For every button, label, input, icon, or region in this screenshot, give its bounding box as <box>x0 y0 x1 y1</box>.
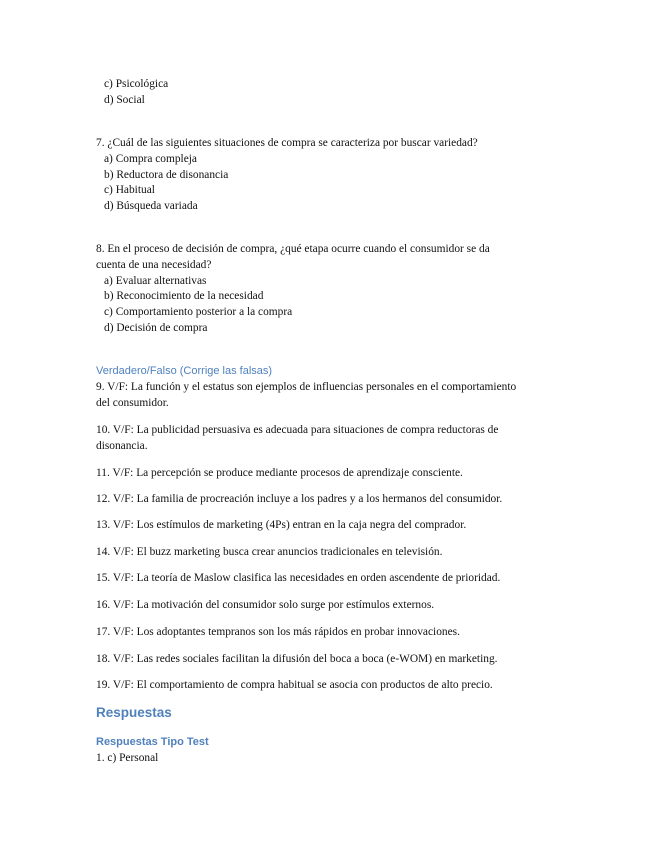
q7-option-a: a) Compra compleja <box>104 153 197 165</box>
q8-option-c: c) Comportamiento posterior a la compra <box>104 306 293 318</box>
answer-1: 1. c) Personal <box>96 752 159 764</box>
q7-option-c: c) Habitual <box>104 184 155 196</box>
q18: 18. V/F: Las redes sociales facilitan la difusión del boca a boca (e-WOM) en marketing. <box>96 653 498 665</box>
q7-option-d: d) Búsqueda variada <box>104 200 198 212</box>
q9-line2: del consumidor. <box>96 397 169 409</box>
q11: 11. V/F: La percepción se produce mediante procesos de aprendizaje consciente. <box>96 467 463 479</box>
q10-line1: 10. V/F: La publicidad persuasiva es adecuada para situaciones de compra reductoras de <box>96 424 499 436</box>
q8-option-b: b) Reconocimiento de la necesidad <box>104 290 264 302</box>
true-false-heading: Verdadero/Falso (Corrige las falsas) <box>96 365 273 377</box>
q8-question-line2: cuenta de una necesidad? <box>96 259 212 271</box>
answers-heading: Respuestas <box>96 705 172 720</box>
q13: 13. V/F: Los estímulos de marketing (4Ps) entran en la caja negra del comprador. <box>96 519 467 531</box>
q8-option-d: d) Decisión de compra <box>104 322 208 334</box>
q12: 12. V/F: La familia de procreación incluye a los padres y a los hermanos del consumidor. <box>96 493 503 505</box>
q14: 14. V/F: El buzz marketing busca crear anuncios tradicionales en televisión. <box>96 546 443 558</box>
q6-option-d: d) Social <box>104 94 145 106</box>
q19: 19. V/F: El comportamiento de compra habitual se asocia con productos de alto precio. <box>96 679 493 691</box>
q10-line2: disonancia. <box>96 440 148 452</box>
q16: 16. V/F: La motivación del consumidor solo surge por estímulos externos. <box>96 599 435 611</box>
q7-question: 7. ¿Cuál de las siguientes situaciones de compra se caracteriza por buscar variedad? <box>96 137 478 149</box>
q9-line1: 9. V/F: La función y el estatus son ejemplos de influencias personales en el comportamiento <box>96 381 517 393</box>
q15: 15. V/F: La teoría de Maslow clasifica las necesidades en orden ascendente de prioridad. <box>96 572 501 584</box>
answers-subheading: Respuestas Tipo Test <box>96 736 209 748</box>
q8-option-a: a) Evaluar alternativas <box>104 275 207 287</box>
q8-question-line1: 8. En el proceso de decisión de compra, ¿qué etapa ocurre cuando el consumidor se da <box>96 243 490 255</box>
q17: 17. V/F: Los adoptantes tempranos son los más rápidos en probar innovaciones. <box>96 626 460 638</box>
q6-option-c: c) Psicológica <box>104 78 169 90</box>
q7-option-b: b) Reductora de disonancia <box>104 169 229 181</box>
